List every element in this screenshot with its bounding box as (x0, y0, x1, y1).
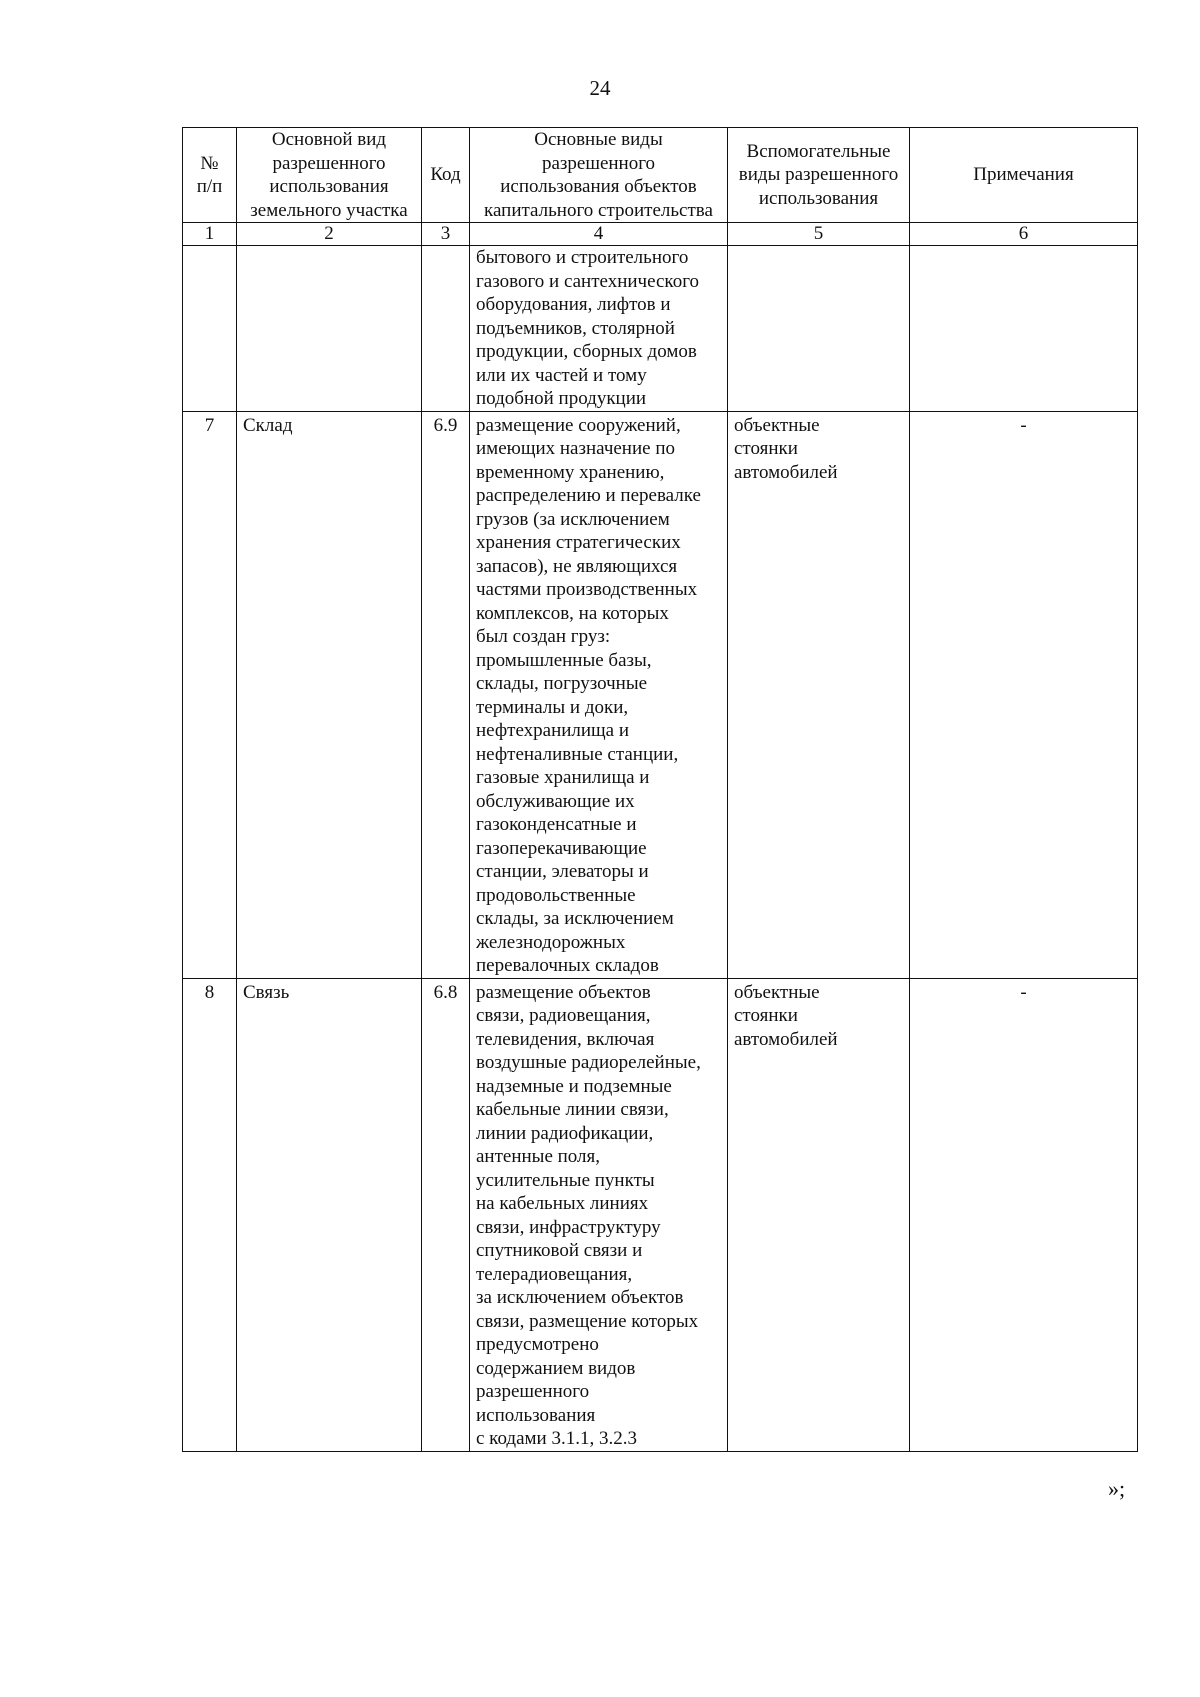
row-land-use-type: Связь (237, 978, 422, 1451)
row-number: 7 (183, 411, 237, 978)
header-auxiliary-uses: Вспомогательные виды разрешенного использования (728, 128, 910, 223)
column-number: 3 (422, 223, 470, 246)
row-land-use-type: Склад (237, 411, 422, 978)
column-number-row (183, 223, 1138, 246)
header-number: № п/п (183, 128, 237, 223)
row-main-uses: бытового и строительного газового и сантехнического оборудования, лифтов и подъемников, столярной продукции, сборных домов или их частей и тому подобной продукции (470, 246, 728, 412)
row-number: 8 (183, 978, 237, 1451)
closing-quote-mark: »; (1108, 1476, 1126, 1501)
row-main-uses: размещение объектов связи, радиовещания, телевидения, включая воздушные радиорелейные, надземные и подземные кабельные линии связи, линии радиофикации, антенные поля, усилительные пункты на кабельных линиях связи, инфраструктуру спутниковой связи и телерадиовещания, за исключением объектов связи, размещение которых предусмотрено содержанием видов разрешенного использования с кодами 3.1.1, 3.2.3 (470, 978, 728, 1451)
row-number (183, 246, 237, 412)
row-auxiliary-uses (728, 246, 910, 412)
page-number: 24 (589, 76, 611, 100)
row-auxiliary-uses: объектные стоянки автомобилей (728, 978, 910, 1451)
column-number: 1 (183, 223, 237, 246)
table-row (183, 978, 1138, 1451)
column-number: 6 (910, 223, 1138, 246)
row-auxiliary-uses: объектные стоянки автомобилей (728, 411, 910, 978)
row-code (422, 246, 470, 412)
table-header-row (183, 128, 1138, 223)
land-use-table (182, 127, 1138, 1452)
row-notes (910, 246, 1138, 412)
header-notes: Примечания (910, 128, 1138, 223)
table-row (183, 411, 1138, 978)
row-code: 6.8 (422, 978, 470, 1451)
column-number: 5 (728, 223, 910, 246)
header-main-uses: Основные виды разрешенного использования объектов капитального строительства (470, 128, 728, 223)
row-notes: - (910, 978, 1138, 1451)
row-land-use-type (237, 246, 422, 412)
column-number: 2 (237, 223, 422, 246)
row-notes: - (910, 411, 1138, 978)
header-land-use-type: Основной вид разрешенного использования земельного участка (237, 128, 422, 223)
row-code: 6.9 (422, 411, 470, 978)
table-row (183, 246, 1138, 412)
row-main-uses: размещение сооружений, имеющих назначение по временному хранению, распределению и перевалке грузов (за исключением хранения стратегических запасов), не являющихся частями производственных комплексов, на которых был создан груз: промышленные базы, склады, погрузочные терминалы и доки, нефтехранилища и нефтеналивные станции, газовые хранилища и обслуживающие их газоконденсатные и газоперекачивающие станции, элеваторы и продовольственные склады, за исключением железнодорожных перевалочных складов (470, 411, 728, 978)
column-number: 4 (470, 223, 728, 246)
header-code: Код (422, 128, 470, 223)
